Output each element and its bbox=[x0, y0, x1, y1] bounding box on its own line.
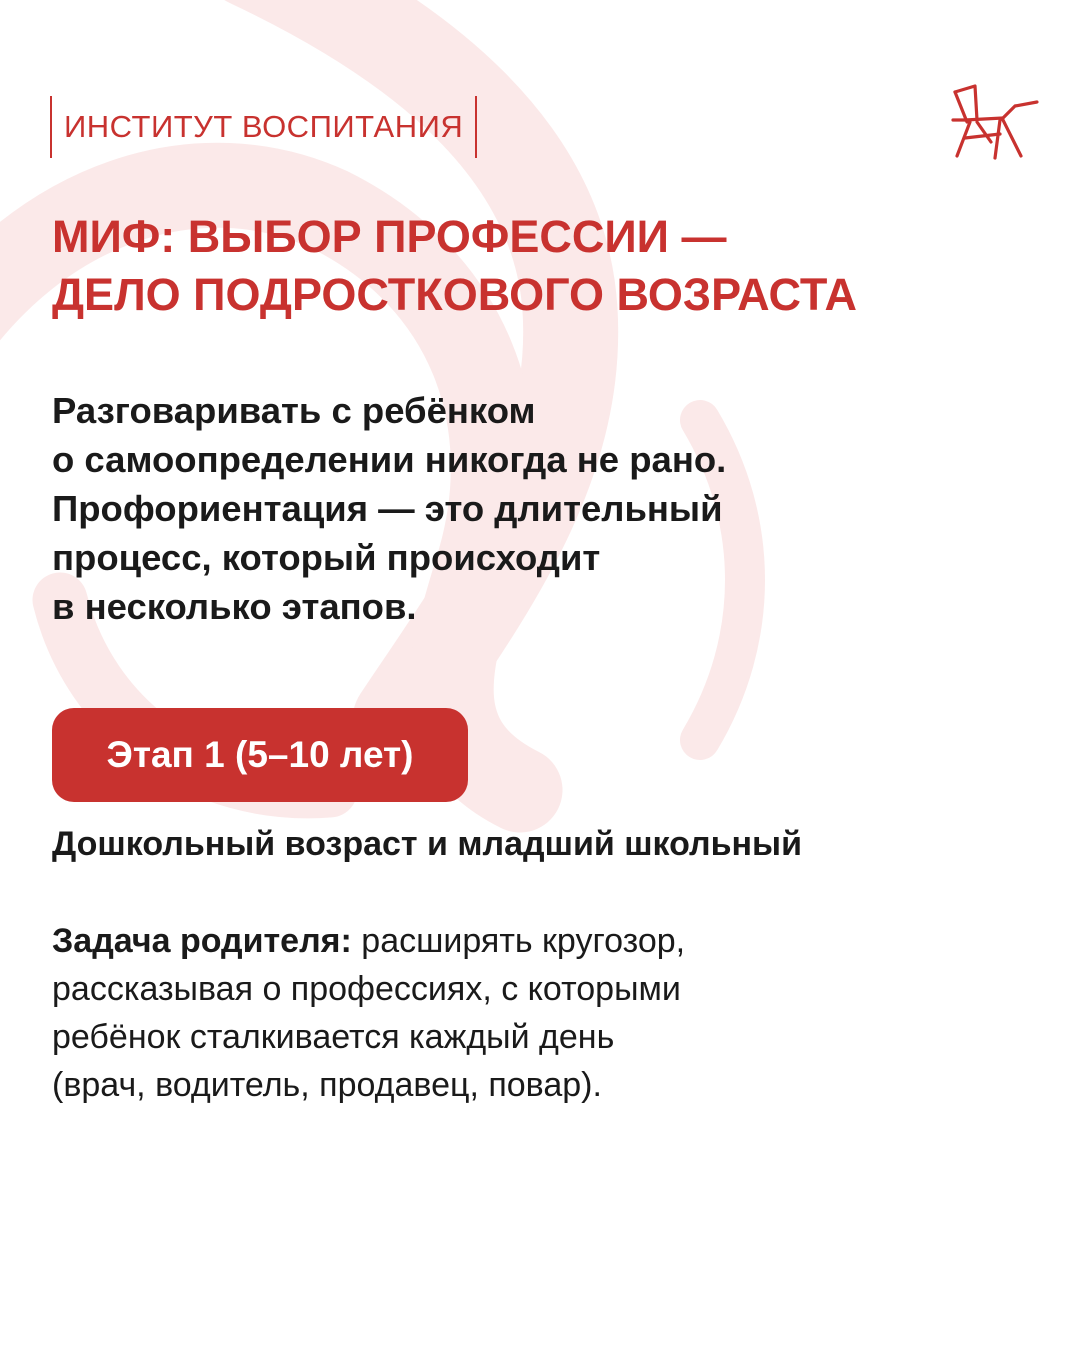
title-line: МИФ: ВЫБОР ПРОФЕССИИ — bbox=[52, 211, 727, 262]
stage-badge: Этап 1 (5–10 лет) bbox=[52, 708, 468, 802]
page-title bbox=[52, 208, 1032, 324]
task-text: расширять кругозор, bbox=[351, 922, 686, 960]
stage-subtitle: Дошкольный возраст и младший школьный bbox=[52, 825, 802, 863]
task-line: ребёнок сталкивается каждый день bbox=[52, 1018, 615, 1056]
intro-line: в несколько этапов. bbox=[52, 586, 417, 627]
task-label: Задача родителя: bbox=[52, 922, 352, 960]
title-line: ДЕЛО ПОДРОСТКОВОГО ВОЗРАСТА bbox=[52, 269, 858, 320]
brand-header bbox=[50, 96, 477, 158]
intro-line: Разговаривать с ребёнком bbox=[52, 390, 536, 431]
parent-task bbox=[52, 917, 1032, 1109]
task-line: рассказывая о профессиях, с которыми bbox=[52, 970, 681, 1008]
intro-paragraph bbox=[52, 386, 1032, 631]
chair-icon bbox=[945, 80, 1040, 160]
intro-line: о самоопределении никогда не рано. bbox=[52, 439, 727, 480]
brand-divider-right bbox=[475, 96, 477, 158]
intro-line: Профориентация — это длительный bbox=[52, 488, 723, 529]
intro-line: процесс, который происходит bbox=[52, 537, 601, 578]
task-line bbox=[52, 917, 1032, 965]
task-line: (врач, водитель, продавец, повар). bbox=[52, 1066, 602, 1104]
brand-name: ИНСТИТУТ ВОСПИТАНИЯ bbox=[64, 109, 464, 144]
